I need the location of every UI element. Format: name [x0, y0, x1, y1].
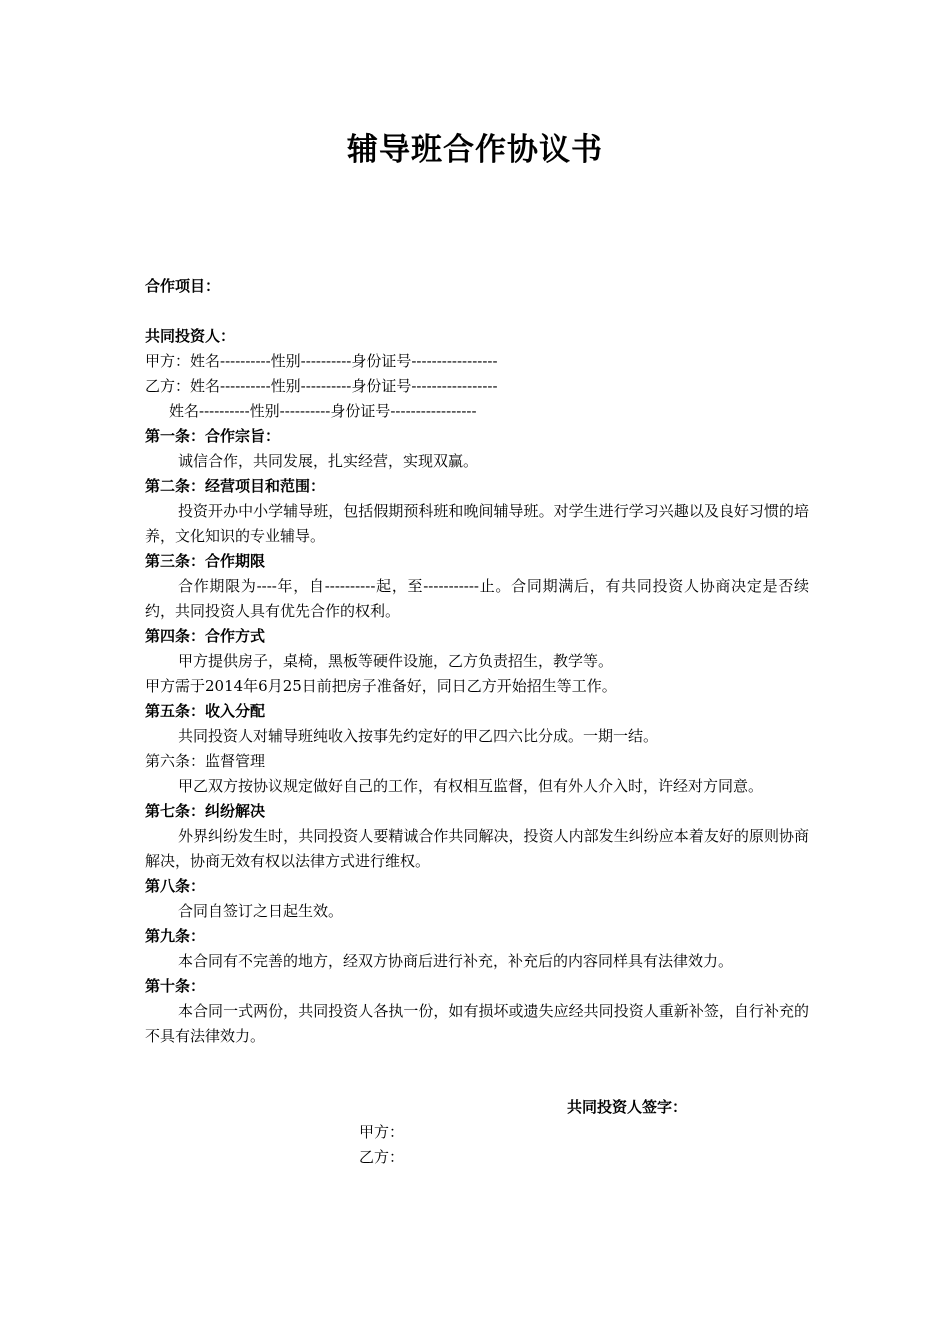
article-4-heading: 第四条：合作方式	[145, 627, 266, 645]
signature-party-b: 乙方：	[359, 1148, 405, 1166]
spacer	[145, 299, 809, 324]
article-6-body: 甲乙双方按协议规定做好自己的工作，有权相互监督，但有外人介入时，许经对方同意。	[178, 777, 764, 795]
document-body	[145, 274, 809, 1049]
article-8-heading: 第八条：	[145, 877, 206, 895]
article-10-heading: 第十条：	[145, 977, 206, 995]
article-9-body: 本合同有不完善的地方，经双方协商后进行补充，补充后的内容同样具有法律效力。	[178, 952, 734, 970]
page-title: 辅导班合作协议书	[347, 132, 603, 168]
article-4-body: 甲方提供房子，桌椅，黑板等硬件设施，乙方负责招生，教学等。	[178, 652, 614, 670]
article-7-heading: 第七条：纠纷解决	[145, 802, 266, 820]
signature-party-a: 甲方：	[359, 1123, 405, 1141]
investors-heading: 共同投资人：	[145, 327, 236, 345]
article-7-body: 外界纠纷发生时，共同投资人要精诚合作共同解决，投资人内部发生纠纷应本着友好的原则协商解决，协商无效有权以法律方式进行维权。	[145, 827, 809, 870]
project-label: 合作项目：	[145, 277, 221, 295]
signature-heading: 共同投资人签字：	[567, 1098, 688, 1116]
article-3-body: 合作期限为----年，自----------起，至-----------止。合同期满后，有共同投资人协商决定是否续约，共同投资人具有优先合作的权利。	[145, 577, 809, 620]
party-a-info-line: 甲方：姓名----------性别----------身份证号-----------------	[145, 352, 498, 370]
article-9-heading: 第九条：	[145, 927, 206, 945]
third-party-info-line: 姓名----------性别----------身份证号-----------------	[169, 402, 477, 420]
article-2-heading: 第二条：经营项目和范围：	[145, 477, 326, 495]
article-8-body: 合同自签订之日起生效。	[178, 902, 344, 920]
article-1-heading: 第一条：合作宗旨：	[145, 427, 281, 445]
article-10-body: 本合同一式两份，共同投资人各执一份，如有损坏或遗失应经共同投资人重新补签，自行补充的不具有法律效力。	[145, 1002, 809, 1045]
article-5-heading: 第五条：收入分配	[145, 702, 266, 720]
party-b-info-line: 乙方：姓名----------性别----------身份证号-----------------	[145, 377, 498, 395]
article-1-body: 诚信合作，共同发展，扎实经营，实现双赢。	[178, 452, 479, 470]
article-5-body: 共同投资人对辅导班纯收入按事先约定好的甲乙四六比分成。一期一结。	[178, 727, 659, 745]
article-4-extra: 甲方需于2014年6月25日前把房子准备好，同日乙方开始招生等工作。	[145, 677, 617, 695]
article-6-heading: 第六条：监督管理	[145, 752, 266, 770]
article-2-body: 投资开办中小学辅导班，包括假期预科班和晚间辅导班。对学生进行学习兴趣以及良好习惯的培养，文化知识的专业辅导。	[145, 502, 809, 545]
article-3-heading: 第三条：合作期限	[145, 552, 266, 570]
